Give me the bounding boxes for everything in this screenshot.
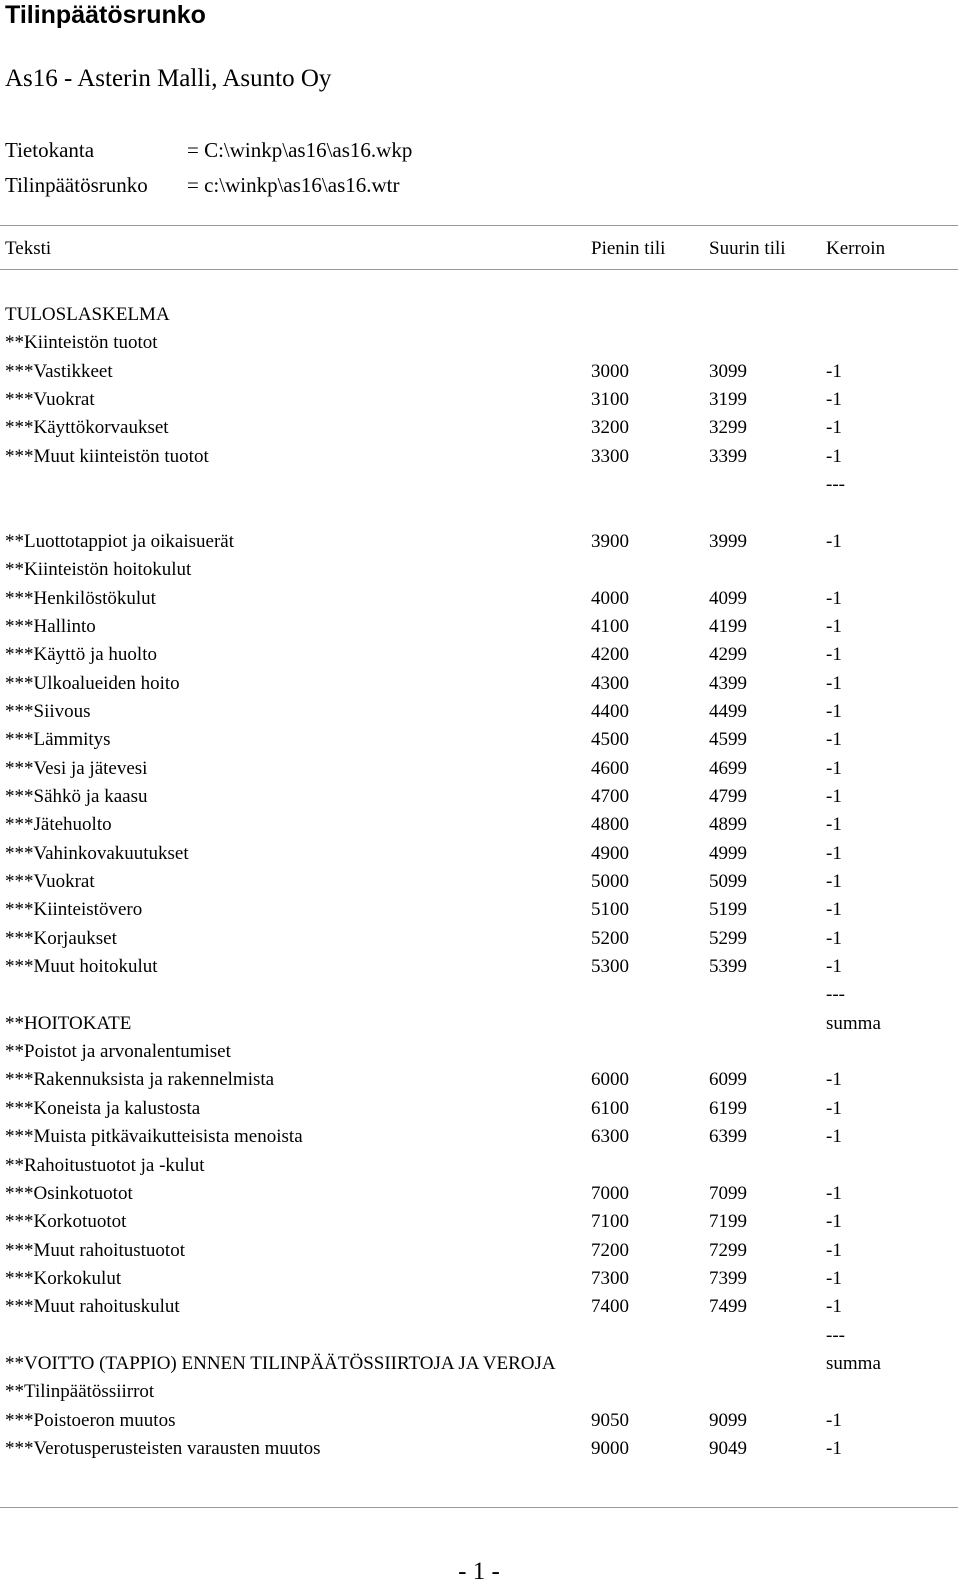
row-min-account: 4700 [591,785,629,807]
row-min-account: 4100 [591,615,629,637]
row-max-account: 4199 [709,615,747,637]
row-factor: -1 [826,729,842,751]
column-header-max: Suurin tili [709,238,786,259]
row-max-account: 4899 [709,814,747,836]
row-max-account: 7399 [709,1267,747,1289]
row-text: ***Käyttökorvaukset [5,417,169,439]
row-text: TULOSLASKELMA [5,304,170,325]
table-row [0,811,958,839]
row-min-account: 5100 [591,899,629,921]
table-row [0,868,958,896]
row-factor: -1 [826,445,842,467]
row-min-account: 4400 [591,700,629,722]
row-max-account: 4299 [709,644,747,666]
row-factor: --- [826,1324,845,1346]
row-text: ***Muista pitkävaikutteisista menoista [5,1126,303,1148]
row-min-account: 7100 [591,1211,629,1233]
row-max-account: 3999 [709,530,747,552]
row-max-account: 5399 [709,956,747,978]
row-factor: -1 [826,1182,842,1204]
row-factor: -1 [826,417,842,439]
table-row [0,925,958,953]
table-row [0,301,958,329]
row-factor: -1 [826,785,842,807]
table-row [0,528,958,556]
row-text: **Poistot ja arvonalentumiset [5,1041,231,1063]
header-top-rule [0,225,958,226]
row-min-account: 6300 [591,1126,629,1148]
table-row [0,556,958,584]
row-factor: summa [826,1012,881,1034]
row-min-account: 3900 [591,530,629,552]
table-header [0,235,958,263]
row-min-account: 6100 [591,1097,629,1119]
table-row [0,386,958,414]
table-row [0,1435,958,1463]
row-text: ***Hallinto [5,615,96,637]
row-factor: -1 [826,899,842,921]
table-row [0,1293,958,1321]
row-max-account: 7299 [709,1239,747,1261]
row-text: ***Muut rahoituskulut [5,1296,180,1318]
table-row [0,783,958,811]
row-text: ***Vuokrat [5,871,95,892]
row-text: ***Korkokulut [5,1267,122,1289]
row-factor: -1 [826,1409,842,1431]
row-min-account: 3300 [591,445,629,467]
row-factor: -1 [826,956,842,978]
table-row [0,953,958,981]
row-factor: -1 [826,814,842,836]
table-row [0,840,958,868]
table-row [0,329,958,357]
table-row [0,1322,958,1350]
row-max-account: 4099 [709,587,747,609]
table-row [0,471,958,499]
footer-rule [0,1507,958,1508]
row-text: ***Sähkö ja kaasu [5,785,148,807]
row-max-account: 7199 [709,1211,747,1233]
row-min-account: 5000 [591,871,629,892]
row-min-account: 7300 [591,1267,629,1289]
info-database-value: = C:\winkp\as16\as16.wkp [187,138,413,162]
row-text: **Tilinpäätössiirrot [5,1381,155,1403]
row-max-account: 4699 [709,757,747,779]
page-title: Tilinpäätösrunko [5,1,206,29]
row-text: ***Poistoeron muutos [5,1409,176,1431]
row-max-account: 4499 [709,700,747,722]
row-min-account: 7200 [591,1239,629,1261]
row-max-account: 9049 [709,1438,747,1459]
row-text: **VOITTO (TAPPIO) ENNEN TILINPÄÄTÖSSIIRTOJA JA VEROJA [5,1352,556,1374]
table-row [0,613,958,641]
row-min-account: 4800 [591,814,629,836]
row-max-account: 5099 [709,871,747,892]
row-factor: -1 [826,1267,842,1289]
row-min-account: 4900 [591,842,629,864]
row-factor: -1 [826,1438,842,1459]
row-max-account: 6199 [709,1097,747,1119]
row-min-account: 9050 [591,1409,629,1431]
row-factor: -1 [826,1239,842,1261]
row-factor: -1 [826,389,842,411]
row-factor: -1 [826,927,842,949]
column-header-factor: Kerroin [826,238,886,259]
row-text: ***Vesi ja jätevesi [5,757,148,779]
row-text: ***Henkilöstökulut [5,587,156,609]
row-factor: -1 [826,871,842,892]
row-min-account: 5300 [591,956,629,978]
table-row [0,1208,958,1236]
row-factor: -1 [826,1126,842,1148]
row-factor: -1 [826,1296,842,1318]
row-min-account: 5200 [591,927,629,949]
row-min-account: 3200 [591,417,629,439]
table-row [0,726,958,754]
info-database-label: Tietokanta [5,138,95,162]
row-text: ***Siivous [5,700,91,722]
row-max-account: 3199 [709,389,747,411]
row-min-account: 9000 [591,1438,629,1459]
row-factor: -1 [826,615,842,637]
row-factor: -1 [826,1069,842,1091]
table-row [0,670,958,698]
table-row [0,1378,958,1406]
row-max-account: 5199 [709,899,747,921]
row-max-account: 9099 [709,1409,747,1431]
row-max-account: 4799 [709,785,747,807]
row-max-account: 4599 [709,729,747,751]
row-factor: --- [826,984,845,1006]
table-row [0,1407,958,1435]
row-text: **Rahoitustuotot ja -kulut [5,1154,205,1176]
row-factor: -1 [826,1097,842,1119]
column-header-min: Pienin tili [591,238,666,259]
row-factor: -1 [826,587,842,609]
table-row [0,358,958,386]
row-max-account: 6399 [709,1126,747,1148]
info-template-label: Tilinpäätösrunko [5,173,148,197]
row-text: ***Korkotuotot [5,1211,127,1233]
row-min-account: 4500 [591,729,629,751]
row-text: ***Vahinkovakuutukset [5,842,189,864]
table-row [0,585,958,613]
row-factor: -1 [826,1211,842,1233]
table-row [0,1066,958,1094]
row-min-account: 7400 [591,1296,629,1318]
table-row [0,981,958,1009]
row-max-account: 3399 [709,445,747,467]
row-factor: -1 [826,672,842,694]
table-row [0,1180,958,1208]
row-min-account: 6000 [591,1069,629,1091]
row-factor: -1 [826,360,842,382]
row-factor: -1 [826,530,842,552]
row-text: **Kiinteistön hoitokulut [5,559,192,581]
table-row [0,1038,958,1066]
row-factor: --- [826,474,845,496]
row-max-account: 4399 [709,672,747,694]
row-text: **HOITOKATE [5,1012,132,1034]
row-max-account: 7099 [709,1182,747,1204]
row-text: ***Verotusperusteisten varausten muutos [5,1438,321,1459]
row-max-account: 3099 [709,360,747,382]
row-factor: -1 [826,842,842,864]
row-text: **Luottotappiot ja oikaisuerät [5,530,235,552]
row-text: ***Ulkoalueiden hoito [5,672,180,694]
row-max-account: 6099 [709,1069,747,1091]
row-text: ***Osinkotuotot [5,1182,133,1204]
table-row [0,1010,958,1038]
row-text: ***Kiinteistövero [5,899,143,921]
row-text: ***Muut kiinteistön tuotot [5,445,209,467]
column-header-text: Teksti [5,238,52,259]
row-text: ***Korjaukset [5,927,117,949]
table-row [0,641,958,669]
row-min-account: 4000 [591,587,629,609]
table-row [0,1123,958,1151]
row-min-account: 3000 [591,360,629,382]
row-min-account: 3100 [591,389,629,411]
table-row [0,896,958,924]
row-text: ***Lämmitys [5,729,111,751]
table-row [0,1350,958,1378]
row-text: ***Vuokrat [5,389,95,411]
row-text: ***Käyttö ja huolto [5,644,157,666]
row-min-account: 4200 [591,644,629,666]
table-row [0,443,958,471]
row-text: ***Muut hoitokulut [5,956,158,978]
row-text: ***Koneista ja kalustosta [5,1097,201,1119]
row-text: ***Muut rahoitustuotot [5,1239,185,1261]
row-min-account: 7000 [591,1182,629,1204]
row-text: **Kiinteistön tuotot [5,332,158,354]
table-row [0,499,958,527]
row-min-account: 4300 [591,672,629,694]
company-name: As16 - Asterin Malli, Asunto Oy [5,65,332,92]
row-max-account: 3299 [709,417,747,439]
table-row [0,1152,958,1180]
header-bottom-rule [0,269,958,270]
row-text: ***Jätehuolto [5,814,112,836]
row-text: ***Rakennuksista ja rakennelmista [5,1069,275,1091]
row-max-account: 4999 [709,842,747,864]
row-factor: summa [826,1352,881,1374]
row-max-account: 7499 [709,1296,747,1318]
table-row [0,1265,958,1293]
row-factor: -1 [826,757,842,779]
table-row [0,1237,958,1265]
row-min-account: 4600 [591,757,629,779]
table-row [0,755,958,783]
table-row [0,1095,958,1123]
page-number: - 1 - [458,1558,500,1585]
table-row [0,698,958,726]
row-text: ***Vastikkeet [5,360,113,382]
row-factor: -1 [826,644,842,666]
row-factor: -1 [826,700,842,722]
table-row [0,414,958,442]
row-max-account: 5299 [709,927,747,949]
info-template-value: = c:\winkp\as16\as16.wtr [187,173,400,197]
